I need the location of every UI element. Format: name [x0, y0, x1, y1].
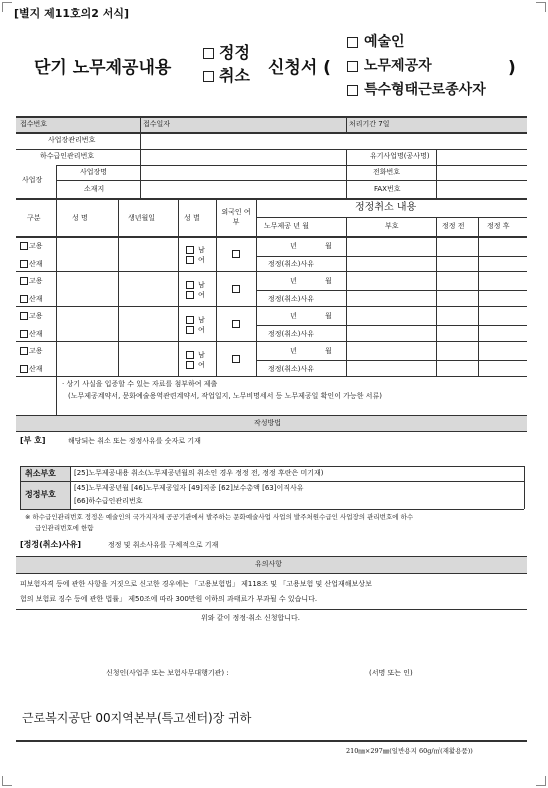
row1-accident-label: 산재	[29, 260, 43, 268]
row1-foreign-checkbox[interactable]	[232, 250, 240, 258]
worker-type-labor-provider: 노무제공자	[364, 58, 432, 74]
col-code-header: 부호	[385, 222, 399, 230]
col-correction-group-header: 정정취소 내용	[355, 202, 417, 213]
row2-month-label: 월	[325, 277, 332, 285]
cancel-code-text: [25]노무제공내용 취소(노무제공년월의 취소인 경우 정정 전, 정정 후란은 미기재)	[74, 469, 324, 477]
subcontractor-mgmt-no-field[interactable]	[141, 150, 345, 164]
receipt-row-bg	[16, 117, 527, 132]
row3-month-label: 월	[325, 312, 332, 320]
crop-mark-bottom-right	[536, 776, 546, 786]
row3-male-checkbox[interactable]	[186, 316, 194, 324]
col-before-header: 정정 전	[442, 222, 465, 230]
processing-period-label: 처리기간 7일	[349, 120, 390, 128]
attachment-line2: (노무제공계약서, 문화예술용역관련계약서, 작업일지, 노무비명세서 등 노무제공일 확인이 가능한 서류)	[68, 392, 382, 400]
row4-male-checkbox[interactable]	[186, 351, 194, 359]
form-number: [별지 제11호의2 서식]	[14, 7, 130, 20]
col-foreign-header: 외국인 여부	[221, 208, 251, 226]
small-business-label: 유기사업명(공사명)	[370, 152, 430, 160]
row4-year-label: 년	[290, 347, 297, 355]
cancel-code-label: 취소부호	[25, 469, 56, 478]
caution-line2: 험의 보험료 징수 등에 관한 법률」 제50조에 따라 300만원 이하의 과태료가 부과될 수 있습니다.	[20, 595, 318, 603]
row2-male-checkbox[interactable]	[186, 281, 194, 289]
workplace-address-label: 소재지	[84, 185, 105, 193]
row3-male-label: 남	[198, 316, 205, 324]
row1-year-label: 년	[290, 242, 297, 250]
row3-employment-label: 고용	[29, 312, 43, 320]
row1-female-checkbox[interactable]	[186, 256, 194, 264]
row1-month-label: 월	[325, 242, 332, 250]
row1-reason-label: 정정(취소)사유	[268, 260, 315, 268]
row2-female-label: 여	[198, 291, 205, 299]
row4-male-label: 남	[198, 351, 205, 359]
row4-employment-label: 고용	[29, 347, 43, 355]
col-after-header: 정정 후	[487, 222, 510, 230]
workplace-group-label: 사업장	[22, 176, 43, 184]
applicant-name-field[interactable]	[262, 666, 362, 680]
note-line1: ※ 하수급인관리번호 정정은 예술인의 국가지자체 공공기관에서 발주하는 문화예술사업 사업의 발주처원수급인 사업장의 관리번호에 하수	[25, 513, 414, 521]
receipt-no-label: 접수번호	[20, 120, 48, 128]
caution-title: 유의사항	[255, 560, 283, 568]
row1-female-label: 여	[198, 256, 205, 264]
application-statement: 위와 같이 정정·취소 신청합니다.	[201, 614, 301, 622]
code-description: 해당되는 취소 또는 정정사유를 숫자로 기재	[68, 437, 201, 445]
special-worker-checkbox[interactable]	[347, 85, 358, 96]
row2-foreign-checkbox[interactable]	[232, 285, 240, 293]
row3-foreign-checkbox[interactable]	[232, 320, 240, 328]
code-label: [부 호]	[20, 436, 46, 445]
row2-reason-label: 정정(취소)사유	[268, 295, 315, 303]
row4-accident-label: 산재	[29, 365, 43, 373]
row2-female-checkbox[interactable]	[186, 291, 194, 299]
workplace-name-label: 사업장명	[80, 168, 108, 176]
row2-accident-label: 산재	[29, 295, 43, 303]
workplace-name-field[interactable]	[141, 166, 345, 179]
method-title: 작성방법	[254, 419, 282, 427]
row3-reason-label: 정정(취소)사유	[268, 330, 315, 338]
row4-female-label: 여	[198, 361, 205, 369]
addressee: 근로복지공단 00지역본부(특고센터)장 귀하	[22, 711, 252, 725]
fax-field[interactable]	[437, 181, 527, 197]
sign-label: (서명 또는 인)	[369, 669, 413, 677]
correction-label: 정정	[219, 43, 250, 62]
row3-female-label: 여	[198, 326, 205, 334]
row4-month-label: 월	[325, 347, 332, 355]
row4-accident-checkbox[interactable]	[20, 365, 28, 373]
cancel-checkbox[interactable]	[203, 71, 214, 82]
row1-male-label: 남	[198, 246, 205, 254]
crop-mark-top-right	[536, 2, 546, 12]
artist-checkbox[interactable]	[347, 37, 358, 48]
row4-foreign-checkbox[interactable]	[232, 355, 240, 363]
row2-employment-checkbox[interactable]	[20, 277, 28, 285]
paper-size-note: 210㎜×297㎜(일반용지 60g/㎡(재활용품))	[346, 747, 473, 755]
row2-accident-checkbox[interactable]	[20, 295, 28, 303]
attachment-line1: · 상기 사실을 입증할 수 있는 자료를 첨부하여 제출	[62, 380, 218, 388]
row1-employment-label: 고용	[29, 242, 43, 250]
col-type-header: 구분	[27, 214, 41, 222]
reason-method-label: [정정(취소)사유]	[20, 540, 81, 549]
note-line2: 급인관리번호에 한함	[35, 524, 94, 532]
row3-accident-checkbox[interactable]	[20, 330, 28, 338]
correction-code-label: 정정부호	[25, 490, 56, 499]
col-birth-header: 생년월일	[128, 214, 156, 222]
row4-reason-label: 정정(취소)사유	[268, 365, 315, 373]
correction-checkbox[interactable]	[203, 48, 214, 59]
row4-female-checkbox[interactable]	[186, 361, 194, 369]
worker-type-artist: 예술인	[364, 34, 405, 50]
row4-employment-checkbox[interactable]	[20, 347, 28, 355]
row2-employment-label: 고용	[29, 277, 43, 285]
correction-code-line1: [45]노무제공년월 [46]노무제공일자 [49]직종 [62]보수총액 [63]이직사유	[74, 484, 304, 492]
crop-mark-bottom-left	[2, 776, 12, 786]
small-business-field[interactable]	[437, 150, 527, 164]
workplace-mgmt-no-field[interactable]	[141, 133, 527, 148]
title-right: 신청서 (	[268, 58, 331, 78]
workplace-address-field[interactable]	[141, 181, 345, 197]
title-close: )	[508, 58, 516, 78]
row1-employment-checkbox[interactable]	[20, 242, 28, 250]
row3-accident-label: 산재	[29, 330, 43, 338]
crop-mark-top-left	[2, 2, 12, 12]
phone-label: 전화번호	[373, 168, 401, 176]
applicant-label: 신청인(사업주 또는 보험사무대행기관) :	[106, 669, 229, 677]
row3-year-label: 년	[290, 312, 297, 320]
labor-provider-checkbox[interactable]	[347, 61, 358, 72]
col-name-header: 성 명	[72, 214, 88, 222]
col-gender-header: 성 별	[184, 214, 200, 222]
row1-accident-checkbox[interactable]	[20, 260, 28, 268]
row3-female-checkbox[interactable]	[186, 326, 194, 334]
row1-male-checkbox[interactable]	[186, 246, 194, 254]
fax-label: FAX번호	[374, 185, 401, 193]
row3-employment-checkbox[interactable]	[20, 312, 28, 320]
row2-male-label: 남	[198, 281, 205, 289]
phone-field[interactable]	[437, 166, 527, 179]
title-left: 단기 노무제공내용	[34, 58, 172, 78]
reason-method-description: 정정 및 취소사유를 구체적으로 기재	[108, 541, 219, 549]
cancel-label: 취소	[219, 66, 250, 85]
col-period-header: 노무제공 년 월	[264, 222, 310, 230]
worker-type-special: 특수형태근로종사자	[364, 82, 486, 98]
correction-code-line2: [66]하수급인관리번호	[74, 497, 143, 505]
receipt-date-label: 접수일자	[143, 120, 171, 128]
caution-line1: 피보험자격 등에 관한 사항을 거짓으로 신고한 경우에는 「고용보험법」 제118조 및 「고용보험 및 산업재해보상보	[20, 580, 372, 588]
subcontractor-mgmt-no-label: 하수급인관리번호	[40, 152, 95, 160]
row2-year-label: 년	[290, 277, 297, 285]
workplace-mgmt-no-label: 사업장관리번호	[48, 136, 96, 144]
